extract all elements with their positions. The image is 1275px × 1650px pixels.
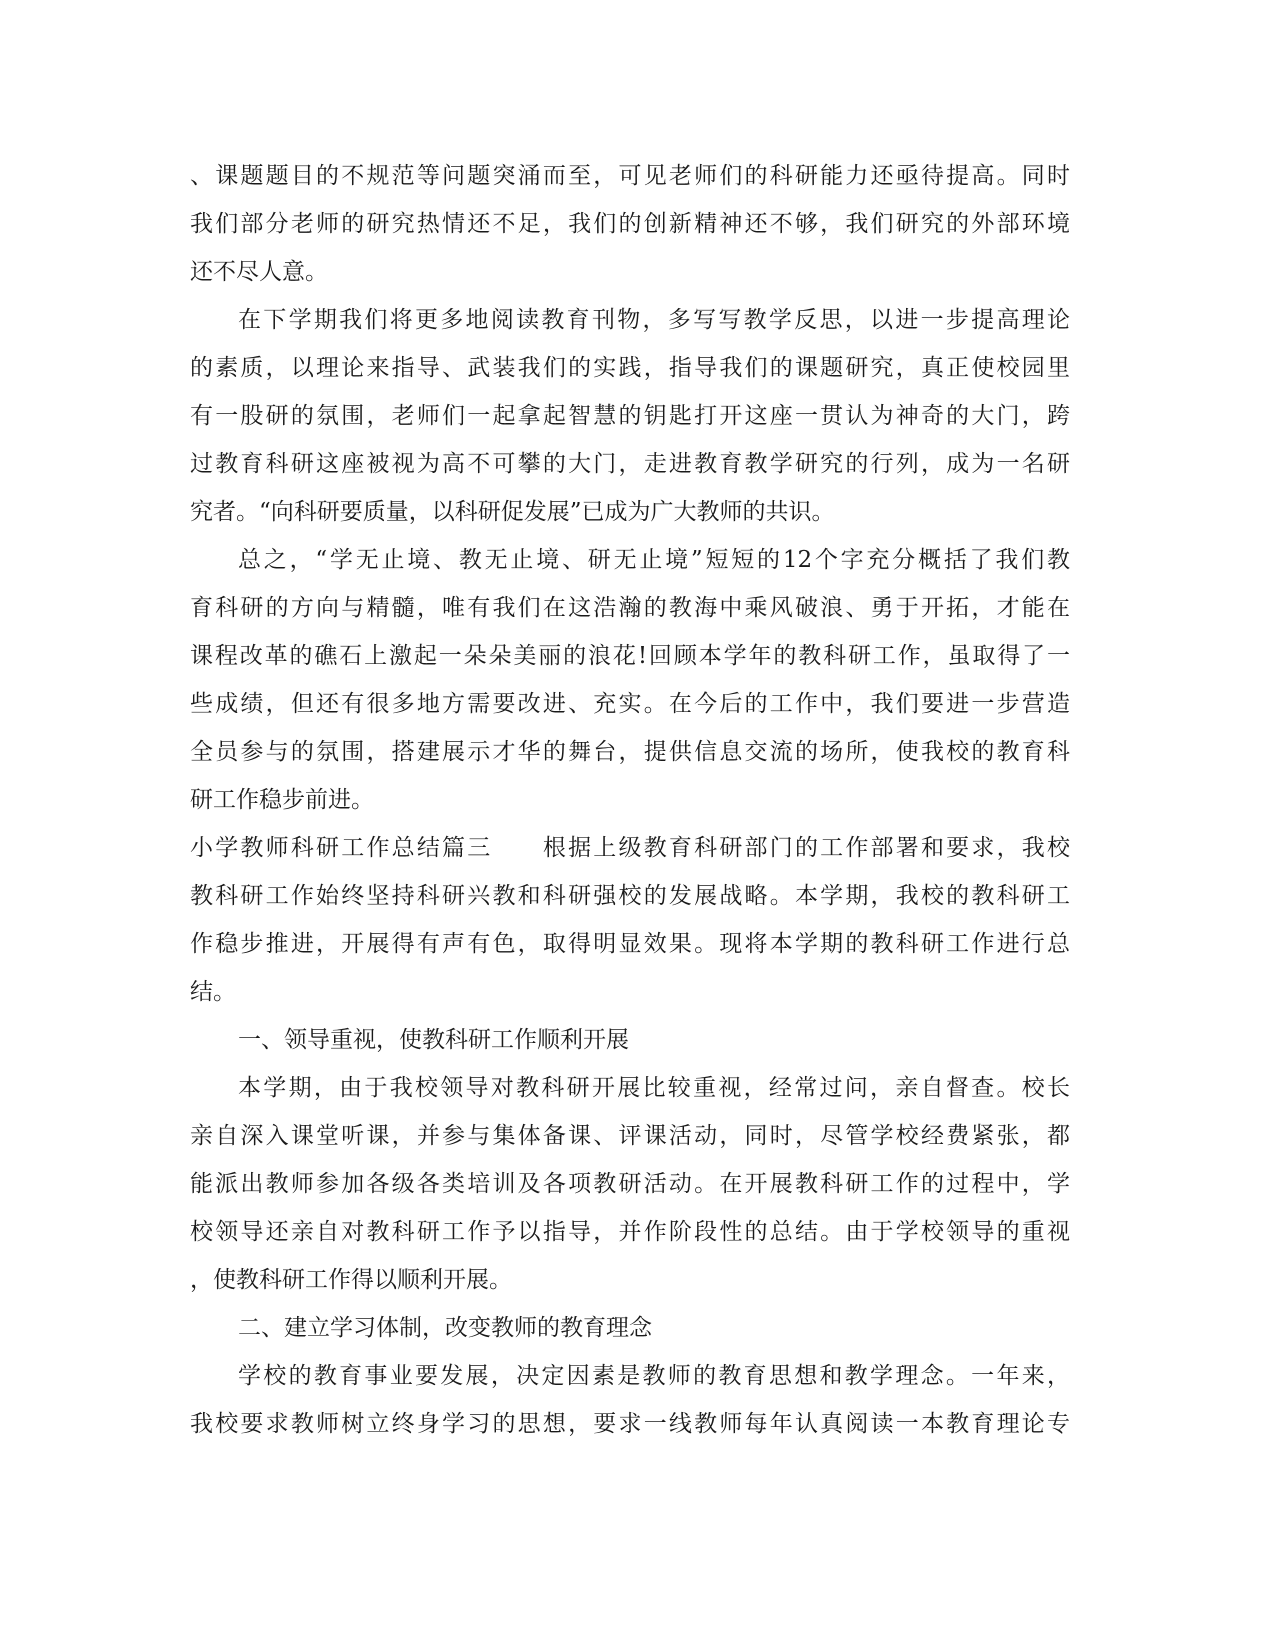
document-page xyxy=(190,152,1070,1448)
text-line: 还不尽人意。 xyxy=(190,259,328,285)
text-line: 我们部分老师的研究热情还不足，我们的创新精神还不够，我们研究的外部环境 xyxy=(190,211,1070,237)
text-line: 研工作稳步前进。 xyxy=(190,787,374,813)
text-line: 的素质，以理论来指导、武装我们的实践，指导我们的课题研究，真正使校园里 xyxy=(190,355,1070,381)
text-line: 结。 xyxy=(190,979,236,1005)
text-line: 总之，“学无止境、教无止境、研无止境”短短的12个字充分概括了我们教 xyxy=(238,547,1070,573)
text-line: 全员参与的氛围，搭建展示才华的舞台，提供信息交流的场所，使我校的教育科 xyxy=(190,739,1070,765)
text-line: 有一股研的氛围，老师们一起拿起智慧的钥匙打开这座一贯认为神奇的大门，跨 xyxy=(190,403,1070,429)
text-line: 能派出教师参加各级各类培训及各项教研活动。在开展教科研工作的过程中，学 xyxy=(190,1171,1070,1197)
text-line: 课程改革的礁石上激起一朵朵美丽的浪花!回顾本学年的教科研工作，虽取得了一 xyxy=(190,643,1070,669)
text-line: 究者。“向科研要质量，以科研促发展”已成为广大教师的共识。 xyxy=(190,499,835,525)
text-line: 育科研的方向与精髓，唯有我们在这浩瀚的教海中乘风破浪、勇于开拓，才能在 xyxy=(190,595,1070,621)
text-line: 二、建立学习体制，改变教师的教育理念 xyxy=(238,1315,652,1341)
text-line: 过教育科研这座被视为高不可攀的大门，走进教育教学研究的行列，成为一名研 xyxy=(190,451,1070,477)
text-line: 校领导还亲自对教科研工作予以指导，并作阶段性的总结。由于学校领导的重视 xyxy=(190,1219,1070,1245)
text-line: 些成绩，但还有很多地方需要改进、充实。在今后的工作中，我们要进一步营造 xyxy=(190,691,1070,717)
text-line: 本学期，由于我校领导对教科研开展比较重视，经常过问，亲自督查。校长 xyxy=(238,1075,1070,1101)
text-line: 小学教师科研工作总结篇三 根据上级教育科研部门的工作部署和要求，我校 xyxy=(190,835,1070,861)
text-line: 作稳步推进，开展得有声有色，取得明显效果。现将本学期的教科研工作进行总 xyxy=(190,931,1070,957)
text-line: 、课题题目的不规范等问题突涌而至，可见老师们的科研能力还亟待提高。同时 xyxy=(190,163,1070,189)
text-line: 在下学期我们将更多地阅读教育刊物，多写写教学反思，以进一步提高理论 xyxy=(238,307,1070,333)
text-line: ，使教科研工作得以顺利开展。 xyxy=(190,1267,512,1293)
text-line: 教科研工作始终坚持科研兴教和科研强校的发展战略。本学期，我校的教科研工 xyxy=(190,883,1070,909)
text-line: 学校的教育事业要发展，决定因素是教师的教育思想和教学理念。一年来， xyxy=(238,1363,1070,1389)
text-line: 亲自深入课堂听课，并参与集体备课、评课活动，同时，尽管学校经费紧张，都 xyxy=(190,1123,1070,1149)
text-line: 我校要求教师树立终身学习的思想，要求一线教师每年认真阅读一本教育理论专 xyxy=(190,1411,1070,1437)
text-line: 一、领导重视，使教科研工作顺利开展 xyxy=(238,1027,629,1053)
